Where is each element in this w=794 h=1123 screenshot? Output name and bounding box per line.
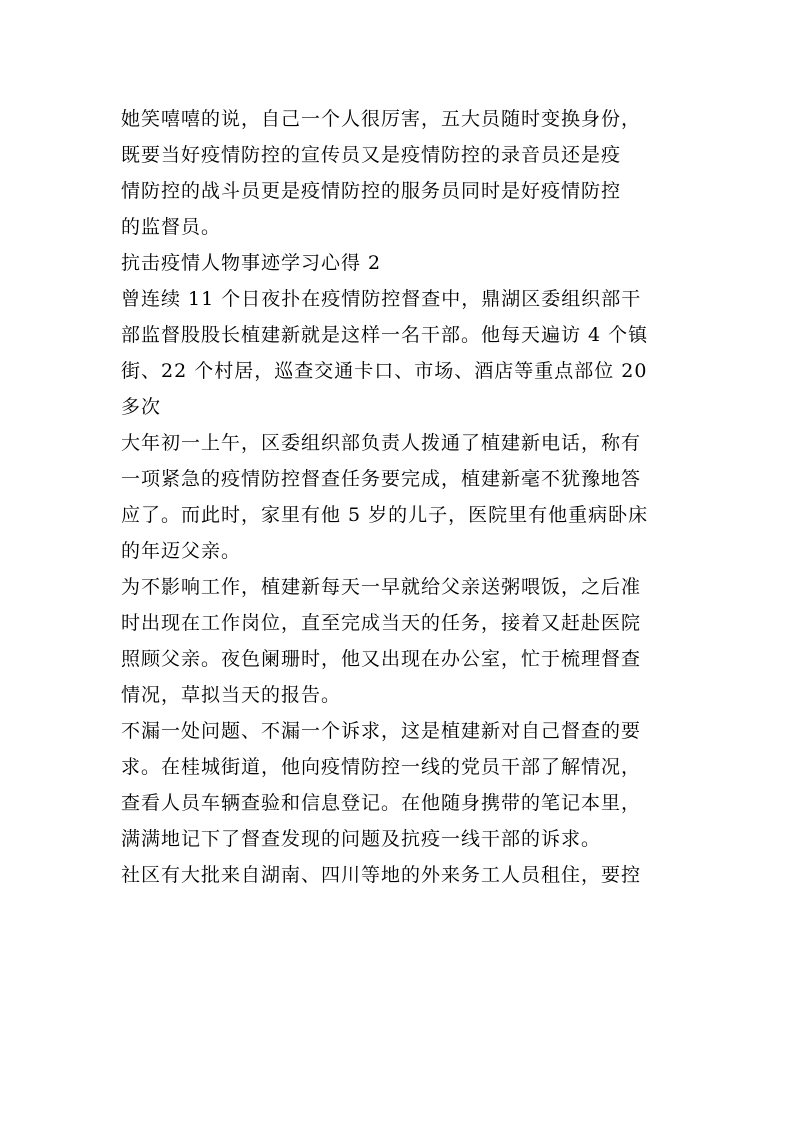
section-heading: 抗击疫情人物事迹学习心得 2	[121, 252, 382, 274]
text-line: 大年初一上午，区委组织部负责人拨通了植建新电话，称有	[121, 432, 642, 454]
text-line: 的监督员。	[121, 216, 222, 238]
text-line: 不漏一处问题、不漏一个诉求，这是植建新对自己督查的要	[121, 720, 642, 742]
text-line: 应了。而此时，家里有他 5 岁的儿子，医院里有他重病卧床	[121, 504, 649, 526]
text-line: 部监督股股长植建新就是这样一名干部。他每天遍访 4 个镇	[121, 324, 649, 346]
text-line: 的年迈父亲。	[121, 540, 242, 562]
text-line: 为不影响工作，植建新每天一早就给父亲送粥喂饭，之后准	[121, 576, 642, 598]
document-body	[121, 101, 681, 893]
text-line: 一项紧急的疫情防控督查任务要完成，植建新毫不犹豫地答	[121, 468, 642, 490]
text-line: 多次	[121, 396, 162, 418]
text-line: 查看人员车辆查验和信息登记。在他随身携带的笔记本里，	[121, 792, 642, 814]
text-line: 满满地记下了督查发现的问题及抗疫一线干部的诉求。	[121, 828, 602, 850]
text-line: 情况，草拟当天的报告。	[121, 684, 342, 706]
text-line: 她笑嘻嘻的说，自己一个人很厉害，五大员随时变换身份，	[121, 108, 642, 130]
text-line: 曾连续 11 个日夜扑在疫情防控督查中，鼎湖区委组织部干	[121, 288, 642, 310]
text-line: 街、22 个村居，巡查交通卡口、市场、酒店等重点部位 20	[121, 360, 648, 382]
text-line: 照顾父亲。夜色阑珊时，他又出现在办公室，忙于梳理督查	[121, 648, 642, 670]
text-line: 既要当好疫情防控的宣传员又是疫情防控的录音员还是疫	[121, 144, 622, 166]
text-line: 时出现在工作岗位，直至完成当天的任务，接着又赶赴医院	[121, 612, 642, 634]
text-line: 情防控的战斗员更是疫情防控的服务员同时是好疫情防控	[121, 180, 622, 202]
text-line: 求。在桂城街道，他向疫情防控一线的党员干部了解情况，	[121, 756, 642, 778]
text-line: 社区有大批来自湖南、四川等地的外来务工人员租住，要控	[121, 864, 642, 886]
